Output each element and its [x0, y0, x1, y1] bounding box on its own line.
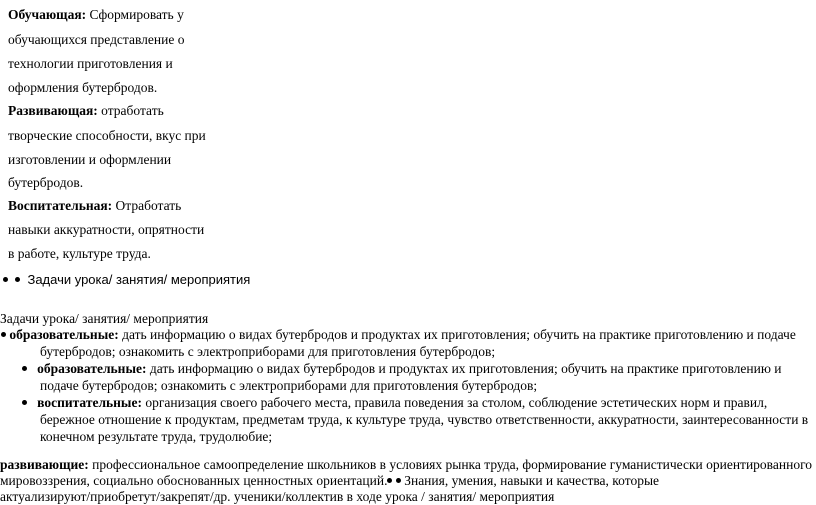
task-item-3-label: воспитательные:: [37, 395, 142, 410]
developing-line-3: актуализируют/приобретут/закрепят/др. ученики/коллектив в ходе урока / занятия/ мероприятия: [0, 489, 555, 504]
goal-developing-line-3: изготовлении и оформлении: [8, 152, 172, 167]
developing-line-1: развивающие: профессиональное самоопределение школьников в условиях рынка труда, формирование гуманистически ориентированного: [0, 457, 813, 472]
task-item-2-line-1: образовательные: дать информацию о видах бутербродов и продуктах их приготовления; обучить на практике приготовлению и: [22, 361, 782, 377]
goal-upbringing-line-2: навыки аккуратности, опрятности: [8, 222, 205, 237]
task-item-2-line-2: подаче бутербродов; ознакомить с электроприборами для приготовления бутербродов;: [40, 378, 538, 393]
bullet-icon: [3, 277, 8, 282]
goal-educational-line-4: оформления бутербродов.: [8, 80, 158, 95]
tasks-bullet-heading: Задачи урока/ занятия/ мероприятия: [3, 272, 250, 288]
task-item-3-line-3: конечном результате труда, трудолюбие;: [40, 429, 273, 444]
goal-developing-line-4: бутербродов.: [8, 175, 84, 190]
bullet-icon: [22, 366, 27, 371]
goal-upbringing-label: Воспитательная:: [8, 198, 113, 213]
goal-upbringing-line-3: в работе, культуре труда.: [8, 246, 151, 261]
bullet-icon: [22, 400, 27, 405]
goal-educational-label: Обучающая:: [8, 7, 87, 22]
goal-developing-label: Развивающая:: [8, 103, 98, 118]
task-item-2-label: образовательные:: [37, 361, 147, 376]
goal-educational-line-3: технологии приготовления и: [8, 56, 173, 71]
developing-label: развивающие:: [0, 457, 89, 472]
task-item-1-label: образовательные:: [9, 327, 119, 342]
task-item-1-line-1: образовательные: дать информацию о видах бутербродов и продуктах их приготовления; обучить на практике приготовлению и подаче: [1, 327, 796, 343]
goal-educational-line-1: Обучающая: Сформировать у: [8, 7, 184, 22]
tasks-heading: Задачи урока/ занятия/ мероприятия: [0, 311, 209, 326]
goal-developing-line-1: Развивающая: отработать: [8, 103, 164, 118]
goal-developing-line-2: творческие способности, вкус при: [8, 128, 206, 143]
task-item-3-line-2: бережное отношение к продуктам, предметам труда, к культуре труда, чувство ответственности, аккуратности, заинтересованности в: [40, 412, 809, 427]
bullet-icon: [15, 277, 20, 282]
bullet-icon: [387, 478, 392, 483]
task-item-1-line-2: бутербродов; ознакомить с электроприборами для приготовления бутербродов;: [40, 344, 496, 359]
goal-upbringing-line-1: Воспитательная: Отработать: [8, 198, 182, 213]
bullet-icon: [1, 332, 6, 337]
goal-educational-line-2: обучающихся представление о: [8, 32, 185, 47]
task-item-3-line-1: воспитательные: организация своего рабочего места, правила поведения за столом, соблюдение эстетических норм и правил,: [22, 395, 767, 411]
developing-line-2: мировоззрения, социально обоснованных ценностных ориентаций. Знания, умения, навыки и качества, которые: [0, 473, 660, 488]
